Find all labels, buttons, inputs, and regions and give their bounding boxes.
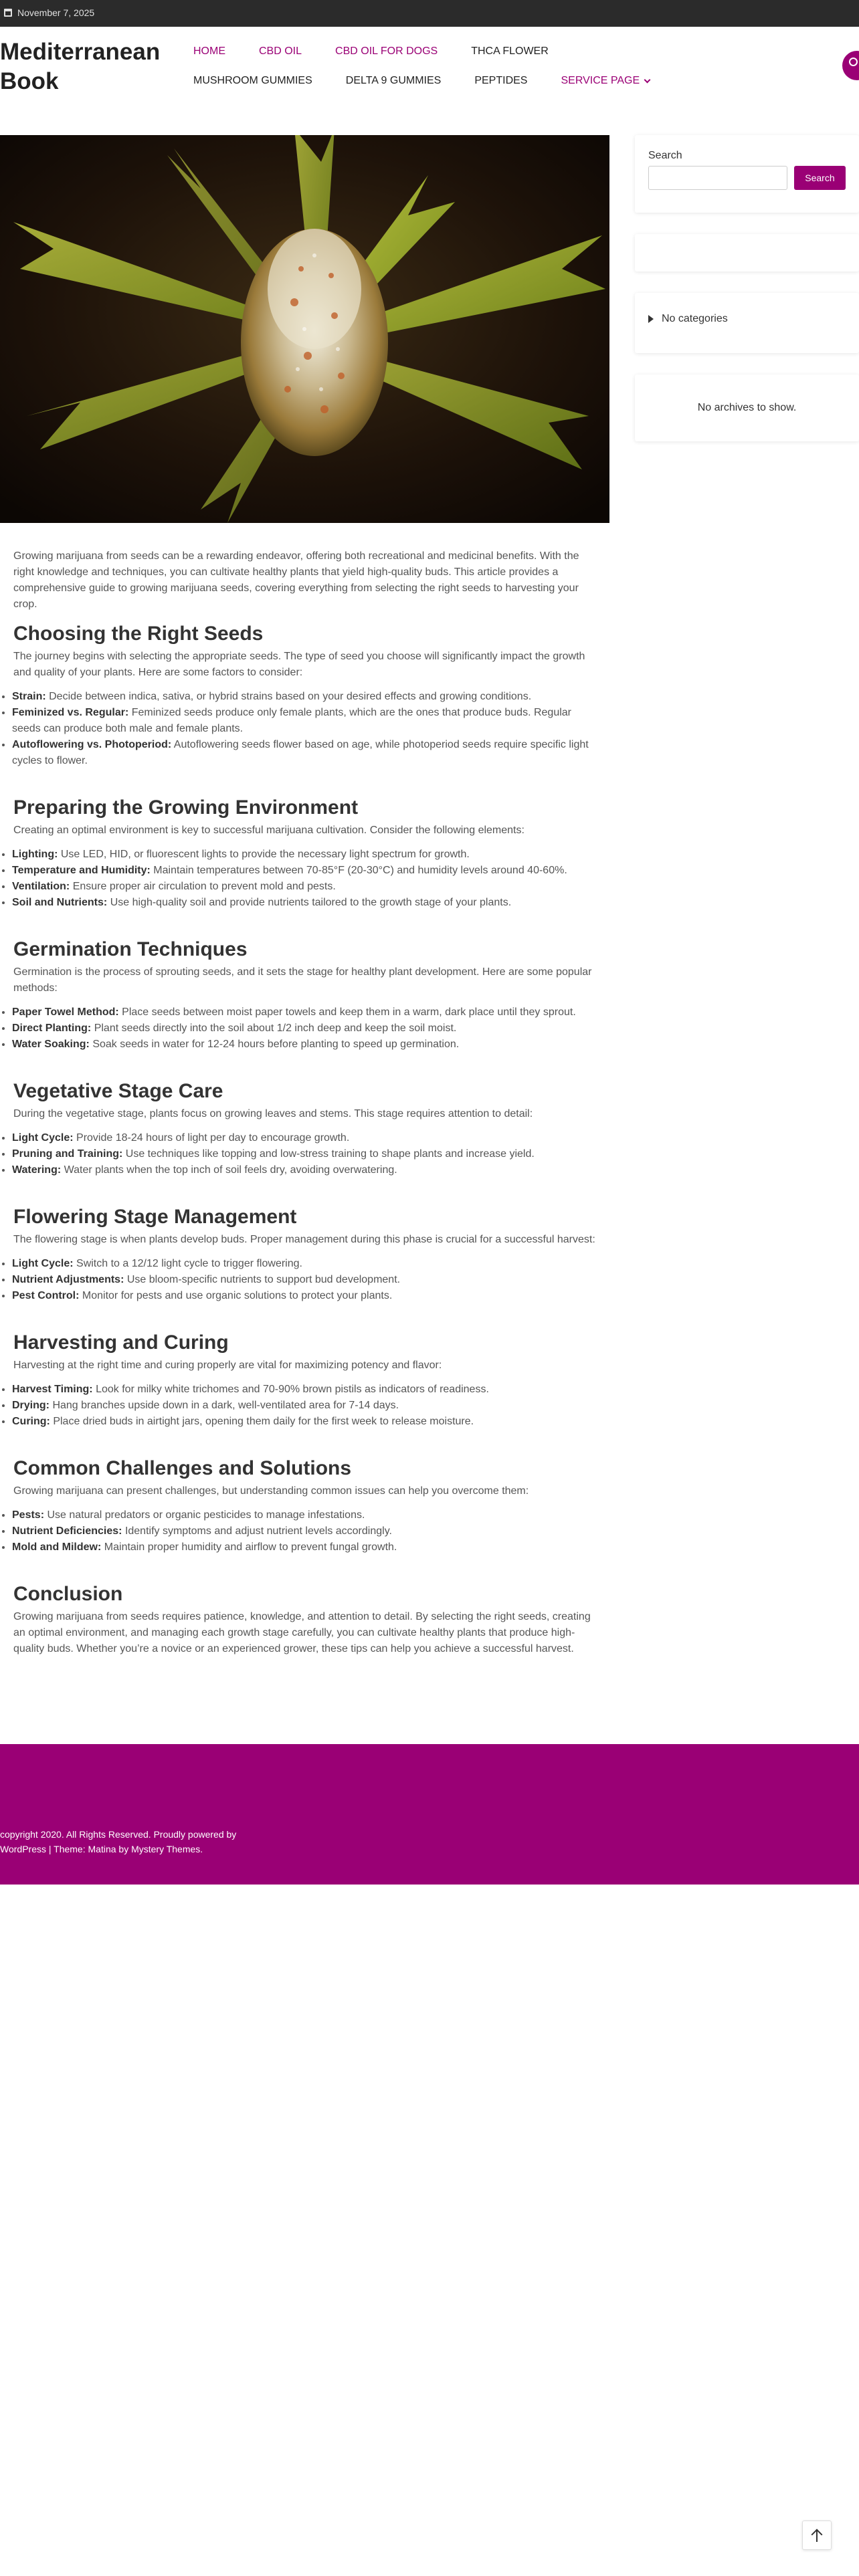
nav-item-mushroom-gummies[interactable]: MUSHROOM GUMMIES: [193, 75, 312, 86]
back-to-top-button[interactable]: [802, 2520, 832, 2550]
list-item-term: Temperature and Humidity:: [12, 865, 151, 876]
list-item: [12, 879, 595, 895]
list-item-term: Lighting:: [12, 849, 58, 860]
header-search-button[interactable]: [842, 51, 859, 80]
section-heading: Conclusion: [13, 1583, 123, 1605]
categories-widget: [635, 293, 859, 353]
list-item-term: Pests:: [12, 1509, 45, 1521]
section-heading: Vegetative Stage Care: [13, 1080, 223, 1102]
nav-item-home[interactable]: HOME: [193, 45, 225, 57]
nav-item-peptides[interactable]: PEPTIDES: [474, 75, 528, 86]
list-item-term: Soil and Nutrients:: [12, 897, 108, 908]
list-item-desc: Ensure proper air circulation to prevent mold and pests.: [72, 881, 336, 892]
list-item-term: Drying:: [12, 1400, 50, 1411]
list-item: [12, 1256, 595, 1272]
section-list: [0, 1004, 595, 1053]
section-text: The flowering stage is when plants develop buds. Proper management during this phase is crucial for a successful harvest:: [13, 1234, 595, 1245]
list-item-desc: Switch to a 12/12 light cycle to trigger flowering.: [76, 1258, 302, 1269]
search-icon: [849, 58, 858, 66]
list-item-desc: Place dried buds in airtight jars, opening them daily for the first week to release moisture.: [53, 1416, 474, 1427]
empty-widget: [635, 234, 859, 272]
section-text: The journey begins with selecting the appropriate seeds. The type of seed you choose will significantly impact the growth and quality of your plants. Here are some factors to consider:: [13, 651, 585, 678]
section-list: [0, 1507, 595, 1555]
section-heading: Flowering Stage Management: [13, 1206, 297, 1228]
date-display: [4, 7, 94, 18]
featured-image: [0, 135, 609, 523]
section-list: [0, 1130, 595, 1178]
section-list: [0, 1256, 595, 1304]
list-item: [12, 1004, 595, 1021]
nav-item-service-page-label: SERVICE PAGE: [561, 75, 640, 86]
list-item: [12, 1021, 595, 1037]
nav-item-service-page[interactable]: [561, 75, 650, 87]
list-item-term: Watering:: [12, 1164, 62, 1176]
section-text: Germination is the process of sprouting seeds, and it sets the stage for healthy plant development. Here are some popular methods:: [13, 966, 592, 994]
list-item-term: Light Cycle:: [12, 1132, 74, 1144]
section-list: [0, 847, 595, 911]
nav-item-thca-flower[interactable]: THCA FLOWER: [471, 45, 549, 57]
nav-row-1: [193, 43, 809, 60]
list-item: [12, 1507, 595, 1523]
list-item-desc: Hang branches upside down in a dark, well-ventilated area for 7-14 days.: [52, 1400, 399, 1411]
caret-right-icon[interactable]: [648, 315, 654, 323]
categories-text: No categories: [662, 313, 728, 324]
list-item: [12, 1382, 595, 1398]
list-item-term: Pest Control:: [12, 1290, 80, 1301]
main-navigation: [193, 43, 809, 102]
list-item-desc: Use techniques like topping and low-stress training to shape plants and increase yield.: [125, 1148, 535, 1160]
cannabis-bud-photo: [0, 135, 609, 523]
list-item-term: Autoflowering vs. Photoperiod:: [12, 739, 172, 750]
list-item-term: Mold and Mildew:: [12, 1541, 102, 1553]
section-list: [0, 689, 595, 769]
search-input[interactable]: [648, 166, 787, 190]
list-item: [12, 847, 595, 863]
section-text: During the vegetative stage, plants focus on growing leaves and stems. This stage requires attention to detail:: [13, 1108, 533, 1119]
post-sections: [13, 622, 595, 1657]
archives-widget: [635, 374, 859, 441]
list-item-desc: Water plants when the top inch of soil feels dry, avoiding overwatering.: [64, 1164, 397, 1176]
list-item-desc: Autoflowering seeds flower based on age, while photoperiod seeds require specific light cycles to flower.: [12, 739, 589, 766]
search-label: Search: [648, 150, 682, 161]
list-item-desc: Feminized seeds produce only female plants, which are the ones that produce buds. Regular seeds can produce both male and female plants.: [12, 707, 571, 734]
list-item-term: Curing:: [12, 1416, 50, 1427]
list-item-desc: Look for milky white trichomes and 70-90% brown pistils as indicators of readiness.: [96, 1384, 489, 1395]
section-heading: Preparing the Growing Environment: [13, 796, 359, 819]
list-item-desc: Monitor for pests and use organic solutions to protect your plants.: [82, 1290, 393, 1301]
chevron-down-icon: [644, 76, 651, 83]
section-text: Harvesting at the right time and curing properly are vital for maximizing potency and flavor:: [13, 1360, 442, 1371]
list-item-desc: Decide between indica, sativa, or hybrid strains based on your desired effects and growing conditions.: [49, 691, 532, 702]
section-heading: Germination Techniques: [13, 938, 248, 960]
section-text: Growing marijuana can present challenges, but understanding common issues can help you overcome them:: [13, 1485, 529, 1497]
list-item-term: Pruning and Training:: [12, 1148, 123, 1160]
archives-text: No archives to show.: [697, 402, 797, 413]
site-footer: [0, 1744, 859, 1885]
date-text: November 7, 2025: [17, 7, 95, 18]
list-item-term: Nutrient Adjustments:: [12, 1274, 124, 1285]
site-title[interactable]: Mediterranean Book: [0, 39, 161, 94]
list-item-term: Harvest Timing:: [12, 1384, 93, 1395]
arrow-up-icon-head: [812, 2529, 823, 2541]
search-widget: [635, 135, 859, 213]
copyright-text: copyright 2020. All Rights Reserved. Proudly powered by WordPress | Theme: Matina by Mystery Themes.: [0, 1829, 237, 1854]
list-item: [12, 1398, 595, 1414]
list-item-desc: Soak seeds in water for 12-24 hours before planting to speed up germination.: [92, 1039, 460, 1050]
list-item: [12, 1539, 595, 1555]
list-item-desc: Maintain proper humidity and airflow to prevent fungal growth.: [104, 1541, 397, 1553]
search-submit-button[interactable]: Search: [794, 166, 846, 190]
list-item-term: Feminized vs. Regular:: [12, 707, 129, 718]
list-item-desc: Use LED, HID, or fluorescent lights to provide the necessary light spectrum for growth.: [60, 849, 470, 860]
list-item-term: Direct Planting:: [12, 1023, 92, 1034]
post-content: [13, 548, 595, 1657]
list-item-term: Light Cycle:: [12, 1258, 74, 1269]
list-item-desc: Provide 18-24 hours of light per day to encourage growth.: [76, 1132, 350, 1144]
nav-item-delta-9-gummies[interactable]: DELTA 9 GUMMIES: [345, 75, 442, 86]
list-item-term: Water Soaking:: [12, 1039, 90, 1050]
list-item-desc: Maintain temperatures between 70-85°F (20-30°C) and humidity levels around 40-60%.: [153, 865, 567, 876]
nav-row-2: [193, 72, 809, 90]
list-item-term: Nutrient Deficiencies:: [12, 1525, 122, 1537]
section-text: Growing marijuana from seeds requires patience, knowledge, and attention to detail. By selecting the right seeds, creating an optimal environment, and managing each growth stage carefully, you can cultivate healthy plants that produce high-quality buds. Whether you’re a novice or an experienced grower, these tips can help you achieve a successful harvest.: [13, 1611, 591, 1654]
list-item: [12, 1523, 595, 1539]
list-item: [12, 689, 595, 705]
section-heading: Harvesting and Curing: [13, 1331, 229, 1354]
calendar-icon: [4, 9, 12, 17]
list-item: [12, 705, 595, 737]
nav-item-cbd-oil[interactable]: CBD OIL: [259, 45, 302, 57]
list-item: [12, 1272, 595, 1288]
sidebar: [635, 135, 859, 463]
list-item: [12, 1414, 595, 1430]
list-item: [12, 737, 595, 769]
list-item: [12, 1162, 595, 1178]
list-item-term: Ventilation:: [12, 881, 70, 892]
list-item: [12, 1037, 595, 1053]
list-item-desc: Use natural predators or organic pesticides to manage infestations.: [47, 1509, 365, 1521]
list-item: [12, 1130, 595, 1146]
list-item-desc: Use bloom-specific nutrients to support bud development.: [126, 1274, 401, 1285]
nav-item-cbd-oil-for-dogs[interactable]: CBD OIL FOR DOGS: [335, 45, 438, 57]
section-heading: Choosing the Right Seeds: [13, 623, 264, 645]
top-bar: [0, 0, 859, 27]
list-item: [12, 895, 595, 911]
list-item-term: Strain:: [12, 691, 46, 702]
list-item-desc: Place seeds between moist paper towels and keep them in a warm, dark place until they sprout.: [122, 1006, 576, 1018]
list-item-desc: Use high-quality soil and provide nutrients tailored to the growth stage of your plants.: [110, 897, 512, 908]
section-list: [0, 1382, 595, 1430]
list-item-desc: Identify symptoms and adjust nutrient levels accordingly.: [124, 1525, 392, 1537]
section-text: Creating an optimal environment is key to successful marijuana cultivation. Consider the following elements:: [13, 825, 524, 836]
list-item-desc: Plant seeds directly into the soil about 1/2 inch deep and keep the soil moist.: [94, 1023, 457, 1034]
list-item: [12, 863, 595, 879]
list-item: [12, 1288, 595, 1304]
list-item-term: Paper Towel Method:: [12, 1006, 119, 1018]
section-heading: Common Challenges and Solutions: [13, 1457, 352, 1479]
list-item: [12, 1146, 595, 1162]
intro-paragraph: Growing marijuana from seeds can be a rewarding endeavor, offering both recreational and medicinal benefits. With the right knowledge and techniques, you can cultivate healthy plants that yield high-quality buds. This article provides a comprehensive guide to growing marijuana seeds, covering everything from selecting the right seeds to harvesting your crop.: [13, 550, 579, 610]
